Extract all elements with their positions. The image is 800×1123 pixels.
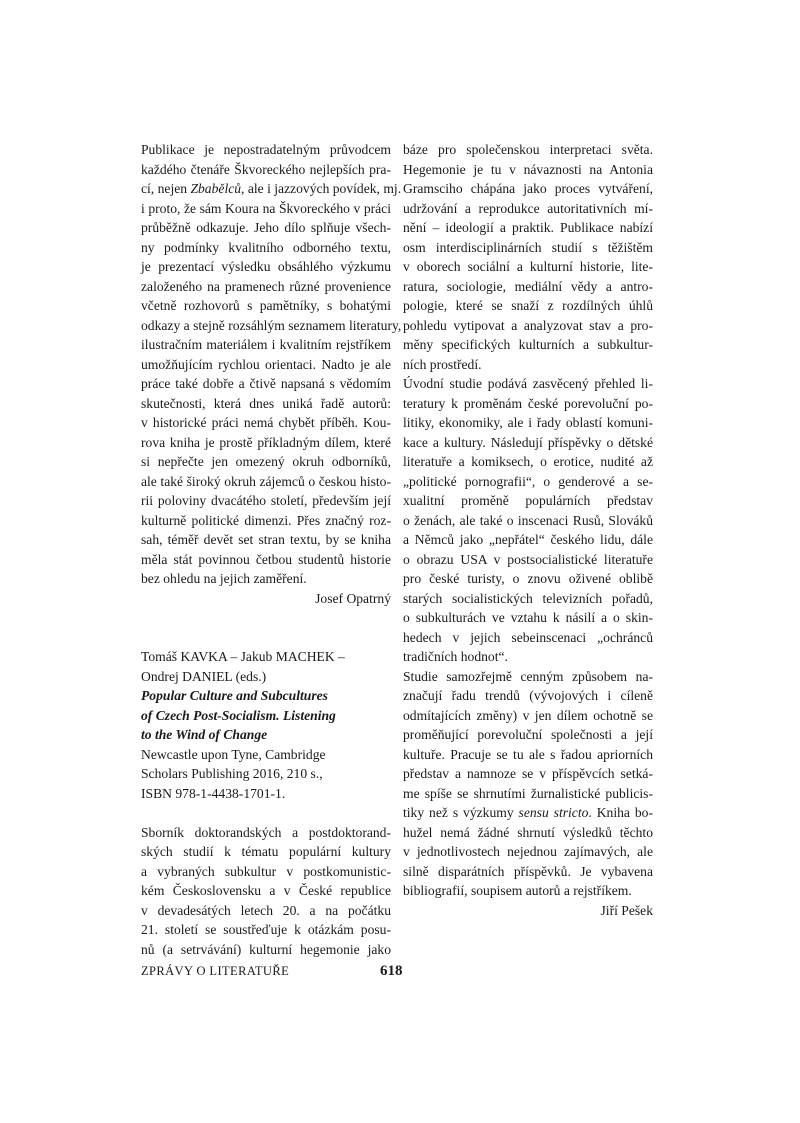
text-line: o obrazu USA v postsocialistické literatuře (403, 551, 653, 567)
text-line: skutečnosti, která dnes uniká řadě autorů: (141, 395, 391, 411)
text-line: Úvodní studie podává zasvěcený přehled li- (403, 376, 653, 391)
bib-authors: Tomáš KAVKA – Jakub MACHEK – (141, 649, 345, 664)
bib-title: of Czech Post-Socialism. Listening (141, 707, 336, 723)
text-line: ních prostředí. (403, 356, 482, 372)
text-line: kultuře. Pracuje se tu ale s řadou apriorních (403, 746, 653, 762)
text-line (403, 803, 653, 823)
text-line: starých socialistických televizních pořadů, (403, 590, 653, 606)
latin-phrase-italic: sensu stricto (518, 805, 589, 820)
text-line: hedech v jejich sebeinscenaci „ochránců (403, 629, 653, 645)
text-line: tradičních hodnot“. (403, 649, 508, 664)
review-paragraph (141, 823, 391, 960)
text-segment: . Kniha bo- (588, 805, 653, 820)
text-line: v devadesátých letech 20. a na počátku (141, 902, 391, 918)
text-line (141, 179, 402, 199)
text-line: bez ohledu na jejich zaměření. (141, 571, 307, 586)
book-title-italic: Zbabělců (190, 181, 242, 196)
text-line: každého čtenáře Škvoreckého nejlepších pra- (141, 161, 391, 177)
text-line: teratury k proměnám české porevoluční po- (403, 395, 653, 411)
text-segment: , ale i jazzových povídek, mj. (241, 181, 402, 196)
bib-authors: Ondrej DANIEL (eds.) (141, 668, 267, 684)
text-line: me spíše se shrnutími žurnalistické publicis- (403, 785, 653, 801)
text-line: bibliografií, soupisem autorů a rejstříkem. (403, 883, 632, 898)
bib-title: Popular Culture and Subcultures (141, 688, 328, 703)
text-line: včetně rozhovorů s pamětníky, s bohatými (141, 298, 391, 313)
page-number: 618 (380, 963, 403, 979)
text-line: založeného na pramenech různé provenience (141, 278, 391, 294)
right-column (403, 140, 653, 920)
text-line: měla stát povinnou četbou studentů historie (141, 551, 391, 567)
text-line: nění – ideologií a praktik. Publikace nabízí (403, 220, 653, 235)
text-line: ny podmínky kvalitního odborného textu, (141, 239, 391, 255)
text-segment: tiky než s výzkumy (403, 805, 519, 820)
text-line: rova kniha je prostě příkladným dílem, které (141, 434, 391, 450)
text-line: značují řadu trendů (vývojových i cíleně (403, 688, 653, 703)
text-line: kace a kultury. Následují příspěvky o dětské (403, 434, 653, 450)
text-line: je prezentací výsledku obsáhlého výzkumu (141, 259, 391, 274)
text-line: rii poloviny dvacátého století, především její (141, 493, 391, 508)
reviewer-signature: Jiří Pešek (600, 902, 653, 918)
text-line: odkazy a stejně rozsáhlým seznamem literatury, (141, 317, 402, 333)
review-paragraph (403, 140, 653, 374)
left-column (141, 140, 402, 959)
text-line: 21. století se soustřeďuje k otázkám posu- (141, 922, 391, 937)
text-line: hužel nemá žádné shrnutí výsledků těchto (403, 824, 653, 840)
text-line: si nepřečte jen omezený okruh odborníků, (141, 454, 391, 469)
text-line: práce také dobře a čtivě napsaná s vědomím (141, 376, 391, 391)
text-line: kém Československu a v České republice (141, 883, 391, 898)
text-line: udržování a reprodukce autoritativních mí- (403, 200, 653, 216)
text-line: silně disparátních příspěvků. Je vybavena (403, 863, 653, 879)
review-paragraph (403, 667, 653, 921)
text-line: ilustračním materiálem i kvalitním rejstříkem (141, 337, 391, 352)
text-line: báze pro společenskou interpretaci světa. (403, 142, 653, 157)
review-paragraph (403, 374, 653, 667)
text-line: proměňující porevoluční společnosti a její (403, 727, 653, 742)
text-line: litiky, ekonomiky, ale i řady oblastí komuni- (403, 415, 653, 430)
text-line: umožňujícím rychlou orientaci. Nadto je ale (141, 356, 391, 372)
text-line: osm interdisciplinárních studií s těžištěm (403, 239, 653, 255)
text-line: Publikace je nepostradatelným průvodcem (141, 142, 391, 157)
text-line: v jednotlivostech nejednou zajímavých, ale (403, 844, 653, 859)
text-line: Gramsciho chápána jako proces vytváření, (403, 181, 653, 196)
text-line: xualitní proměně populárních představ (403, 493, 653, 508)
review-paragraph (141, 140, 402, 608)
text-line: „politické pornografii“, o genderové a se- (403, 473, 653, 489)
page-footer (141, 964, 653, 984)
journal-name: ZPRÁVY O LITERATUŘE (141, 964, 290, 978)
text-line: průběžně odkazuje. Jeho dílo splňuje všech- (141, 220, 391, 235)
spacer (141, 803, 391, 823)
text-line: pro české turisty, o znovu oživené oblibě (403, 571, 653, 586)
reviewer-signature: Josef Opatrný (315, 590, 391, 606)
spacer (141, 608, 391, 647)
text-line: a vybraných subkultur v postkomunistic- (141, 863, 391, 879)
text-line: ských studií k tématu populární kultury (141, 844, 391, 859)
text-line: Studie samozřejmě cenným způsobem na- (403, 668, 653, 684)
text-line: a Němců jako „nepřátel“ českého lidu, dále (403, 532, 653, 547)
text-line: kulturně politické dimenzi. Přes značný roz- (141, 512, 391, 528)
text-line: odmítajících změny) v jen dílem ochotně se (403, 707, 653, 723)
text-line: i proto, že sám Koura na Škvoreckého v práci (141, 200, 391, 216)
text-line: pologie, které se snaží z rozdílných úhlů (403, 298, 653, 313)
bib-publisher: Scholars Publishing 2016, 210 s., (141, 766, 323, 781)
bib-publisher: Newcastle upon Tyne, Cambridge (141, 746, 326, 762)
text-line: pohledu vytipovat a analyzovat stav a pro- (403, 317, 653, 333)
text-line: Sborník doktorandských a postdoktorand- (141, 824, 391, 840)
text-line: ale také široký okruh zájemců o českou histo- (141, 473, 391, 489)
text-line: o ženách, ale také o inscenaci Rusů, Slováků (403, 512, 653, 528)
bibliographic-entry (141, 647, 391, 803)
text-line: literatuře a komiksech, o erotice, nudité až (403, 454, 653, 469)
text-segment: cí, nejen (141, 181, 191, 196)
text-line: o subkulturách ve vztahu k násilí a o skin- (403, 610, 653, 625)
text-line: měny specifických kulturních a subkultur- (403, 337, 653, 352)
text-line: ratura, sociologie, mediální vědy a antro- (403, 278, 653, 294)
bib-isbn: ISBN 978-1-4438-1701-1. (141, 785, 286, 801)
text-line: sah, téměř devět set stran textu, by se kniha (141, 532, 391, 547)
text-line: v historické práci nemá chybět příběh. Kou- (141, 415, 391, 430)
text-line: nů (a setrvávání) kulturní hegemonie jako (141, 941, 391, 957)
text-line: Hegemonie je tu v návaznosti na Antonia (403, 161, 653, 177)
bib-title: to the Wind of Change (141, 727, 268, 742)
text-line: v oborech sociální a kulturní historie, lite- (403, 259, 653, 274)
text-line: představ a namnoze se v příspěvcích setká- (403, 766, 653, 781)
